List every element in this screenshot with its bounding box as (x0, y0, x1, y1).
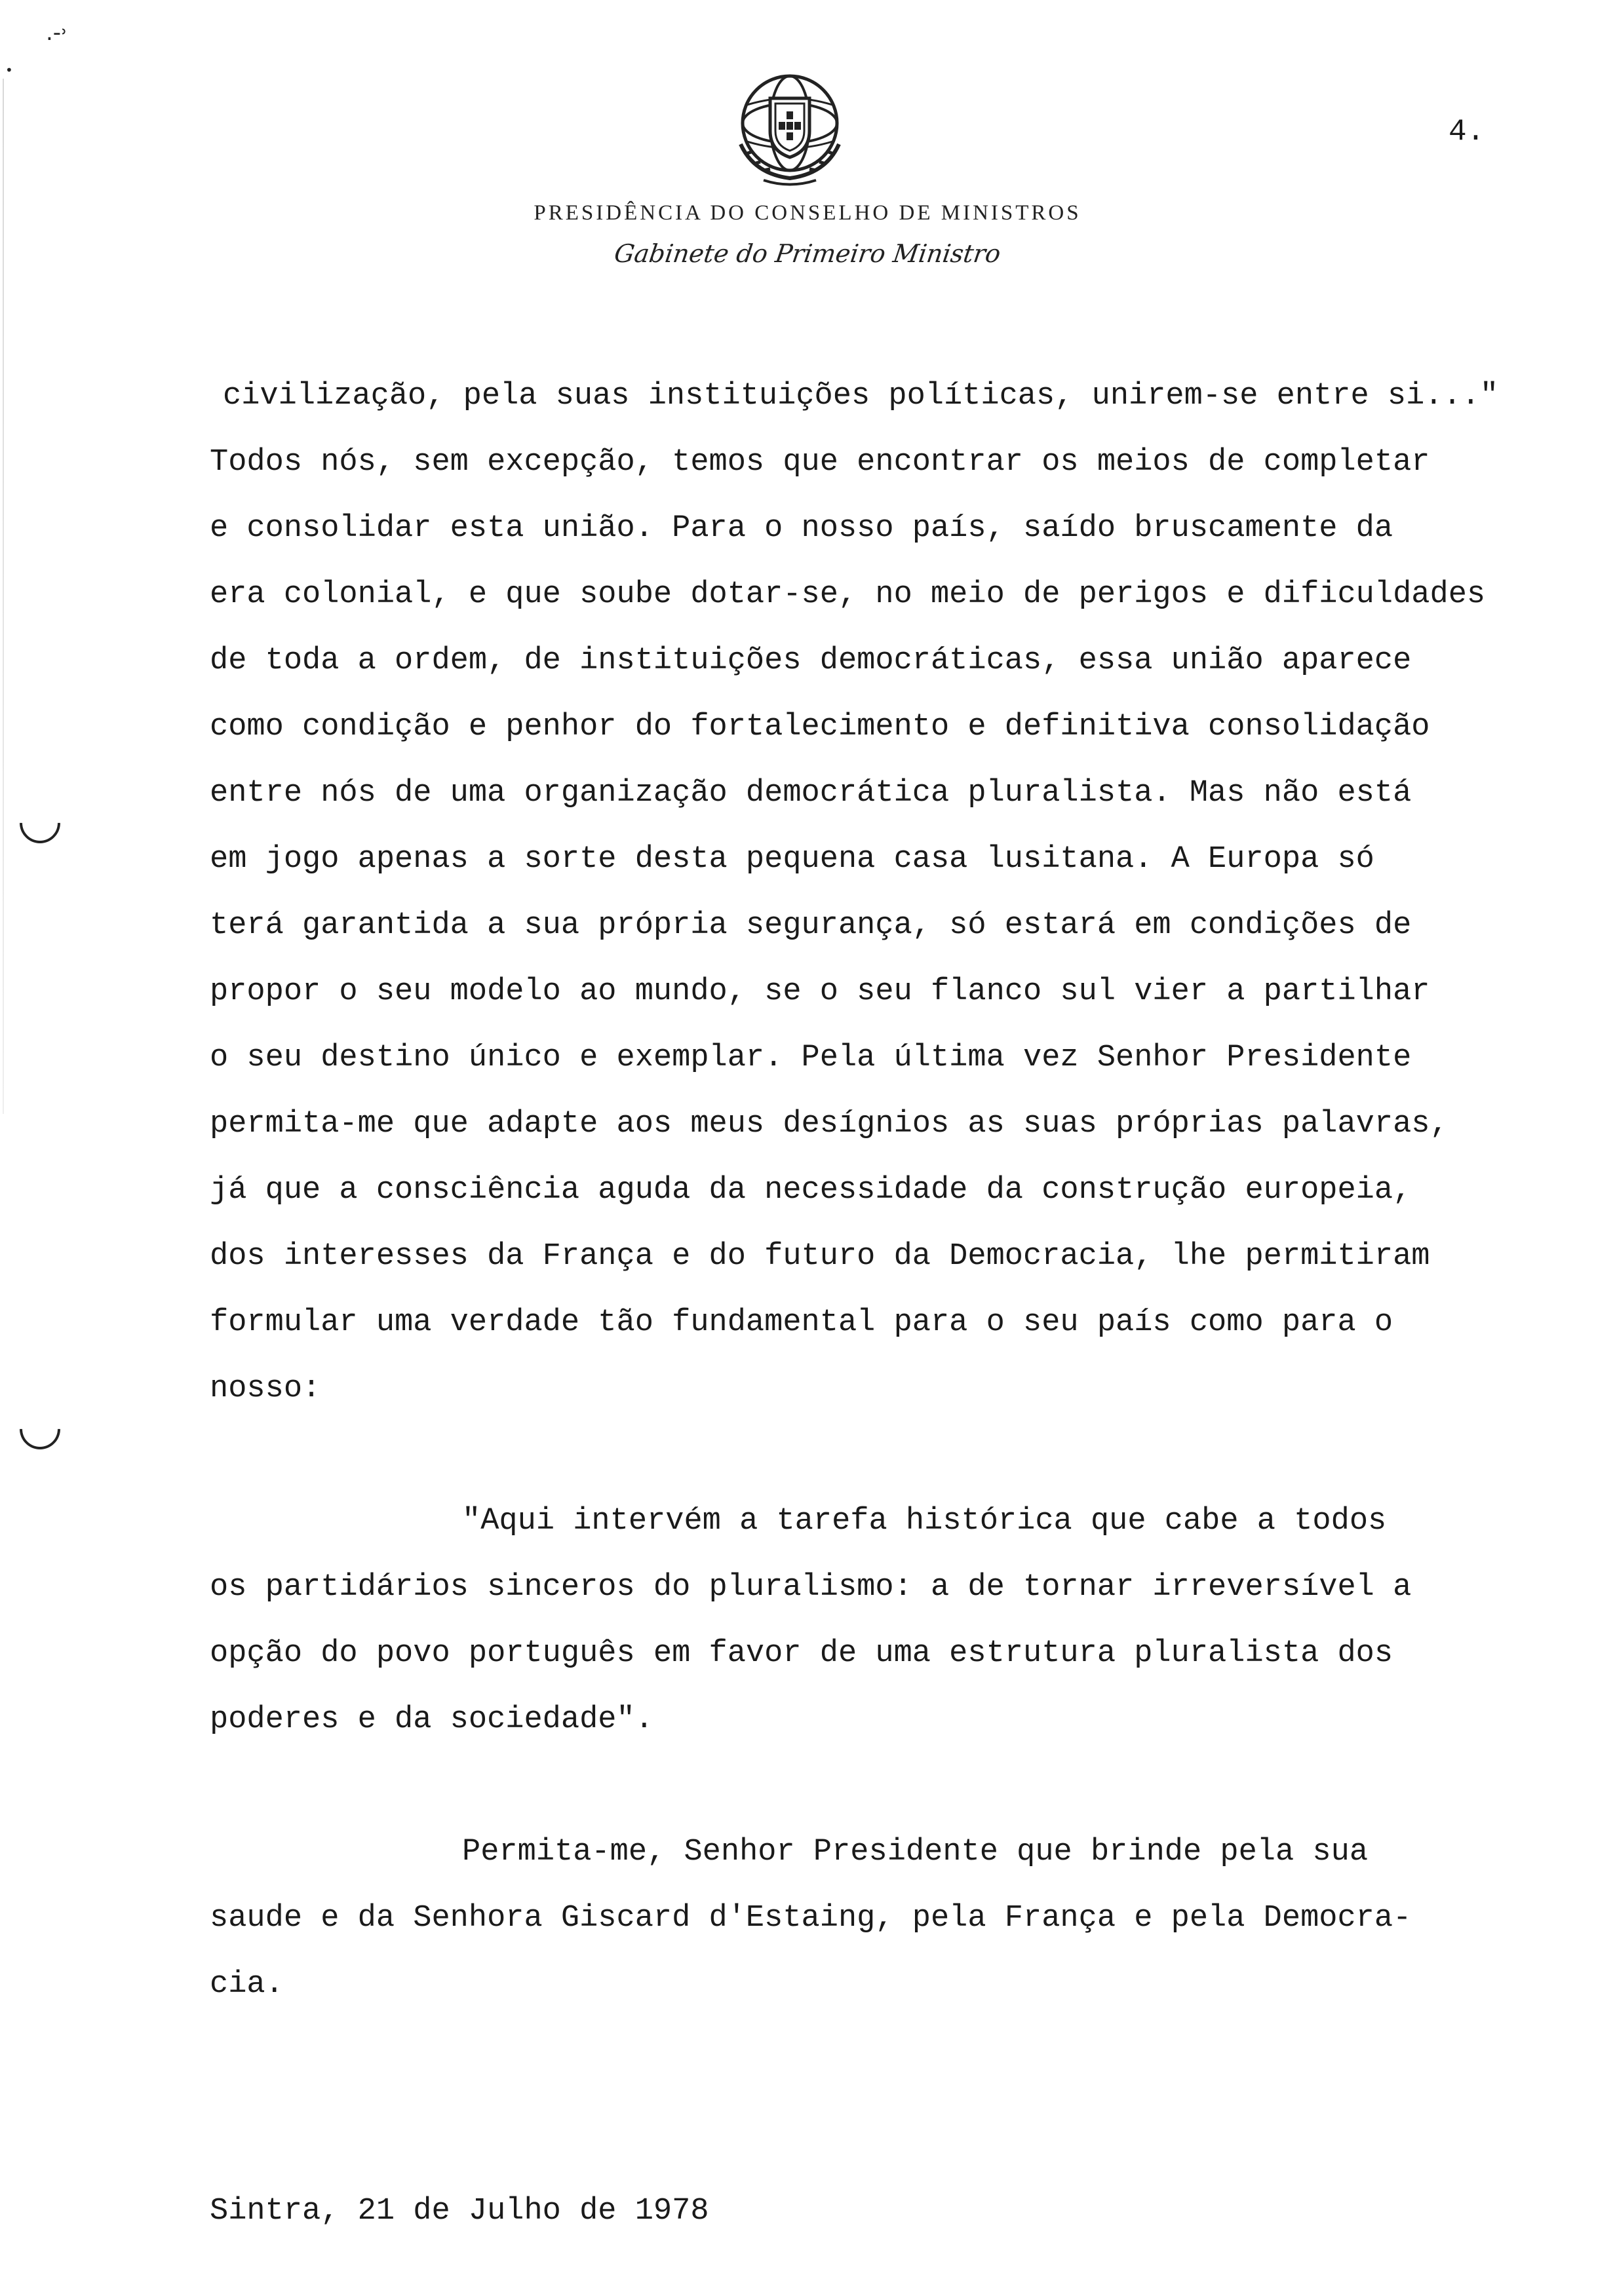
text-line: Permita-me, Senhor Presidente que brinde pela sua (462, 1835, 1369, 1869)
scan-edge-line (3, 79, 4, 1114)
text-line: de toda a ordem, de instituições democráticas, essa união aparece (210, 643, 1412, 678)
text-line: terá garantida a sua própria segurança, só estará em condições de (210, 908, 1412, 943)
letterhead-title: PRESIDÊNCIA DO CONSELHO DE MINISTROS (534, 201, 1081, 225)
text-line: propor o seu modelo ao mundo, se o seu flanco sul vier a partilhar (210, 974, 1430, 1009)
text-line: nosso: (210, 1371, 321, 1406)
scan-mark: .-˒ (46, 20, 68, 46)
text-line: Todos nós, sem excepção, temos que encontrar os meios de completar (210, 445, 1430, 480)
text-line: como condição e penhor do fortalecimento e definitiva consolidação (210, 710, 1430, 744)
coat-of-arms-icon (728, 66, 852, 190)
punch-hole-mark (11, 1400, 69, 1458)
text-line: saude e da Senhora Giscard d'Estaing, pela França e pela Democra- (210, 1901, 1412, 1936)
text-line: opção do povo português em favor de uma estrutura pluralista dos (210, 1636, 1393, 1671)
text-line: formular uma verdade tão fundamental para o seu país como para o (210, 1305, 1393, 1340)
text-line: era colonial, e que soube dotar-se, no meio de perigos e dificuldades (210, 577, 1486, 612)
text-line: e consolidar esta união. Para o nosso país, saído bruscamente da (210, 511, 1393, 546)
text-line: os partidários sinceros do pluralismo: a de tornar irreversível a (210, 1570, 1412, 1605)
page-number: 4. (1449, 115, 1485, 149)
text-line: em jogo apenas a sorte desta pequena casa lusitana. A Europa só (210, 842, 1374, 877)
text-line: cia. (210, 1967, 284, 2002)
place-and-date: Sintra, 21 de Julho de 1978 (210, 2194, 709, 2229)
text-line: o seu destino único e exemplar. Pela última vez Senhor Presidente (210, 1041, 1412, 1075)
text-line: dos interesses da França e do futuro da Democracia, lhe permitiram (210, 1239, 1430, 1274)
letterhead-subtitle: Gabinete do Primeiro Ministro (612, 239, 1003, 268)
text-line: permita-me que adapte aos meus desígnios as suas próprias palavras, (210, 1107, 1449, 1141)
text-line: já que a consciência aguda da necessidade da construção europeia, (210, 1173, 1412, 1208)
text-line: civilização, pela suas instituições políticas, unirem-se entre si..." (223, 379, 1499, 413)
scan-dot: • (5, 62, 13, 78)
text-line: "Aqui intervém a tarefa histórica que cabe a todos (462, 1504, 1387, 1539)
text-line: poderes e da sociedade". (210, 1702, 653, 1737)
punch-hole-mark (11, 794, 69, 852)
text-line: entre nós de uma organização democrática pluralista. Mas não está (210, 776, 1412, 811)
